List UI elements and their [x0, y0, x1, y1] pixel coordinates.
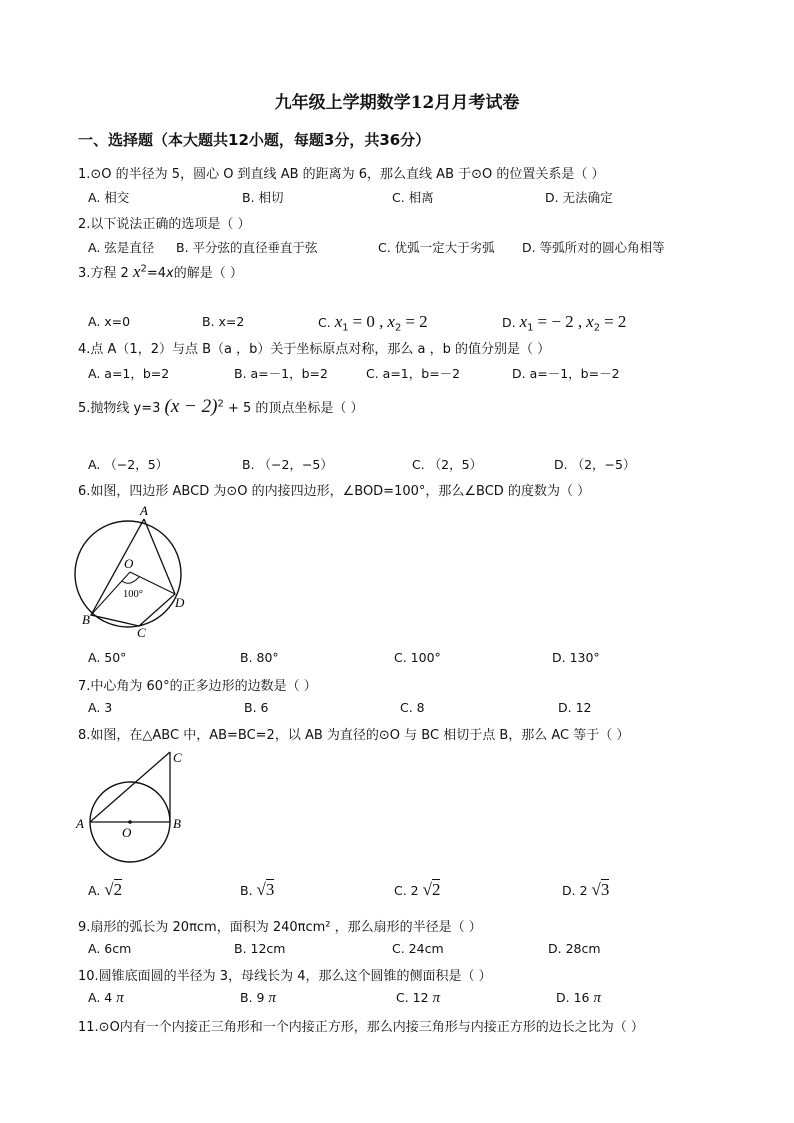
- q2-option-c[interactable]: C. 优弧一定大于劣弧: [378, 240, 495, 255]
- q8-center-dot: [128, 820, 132, 824]
- question-9-stem: 9.扇形的弧长为 20πcm，面积为 240πcm² ，那么扇形的半径是（ ）: [78, 920, 482, 935]
- q3-stem-mid: =4: [146, 266, 167, 281]
- q8-option-a[interactable]: [88, 880, 122, 900]
- q8-option-b[interactable]: [240, 880, 274, 900]
- q2-option-a[interactable]: A. 弦是直径: [88, 240, 155, 255]
- q8-option-d-label: D. 2: [562, 883, 588, 898]
- q5-option-c[interactable]: C. （2，5）: [412, 457, 483, 472]
- q8-option-a-label: A.: [88, 883, 101, 898]
- q4-option-a[interactable]: A. a=1，b=2: [88, 366, 170, 381]
- q10-option-b[interactable]: [240, 990, 276, 1007]
- q7-option-d[interactable]: D. 12: [558, 700, 592, 715]
- q8-segment-ac: [90, 752, 170, 822]
- q3c-eq2: = 2: [405, 312, 428, 331]
- q2-option-d[interactable]: D. 等弧所对的圆心角相等: [522, 240, 665, 255]
- q3d-sub1: 1: [527, 322, 534, 334]
- question-1-stem: 1.⊙O 的半径为 5，圆心 O 到直线 AB 的距离为 6，那么直线 AB 于⊙O 的位置关系是（ ）: [78, 167, 605, 182]
- q4-option-b[interactable]: B. a=－1，b=2: [234, 366, 328, 381]
- q6-label-a: A: [140, 503, 148, 518]
- q3c-eq0: = 0 ,: [352, 312, 384, 331]
- q8c-radical: √2: [422, 880, 441, 899]
- q6-label-c: C: [137, 625, 146, 640]
- q3-x-var: x: [132, 262, 141, 281]
- question-2-stem: 2.以下说法正确的选项是（ ）: [78, 217, 251, 232]
- q3c-x2: x: [387, 312, 395, 331]
- q5-expression: (x − 2): [164, 396, 218, 417]
- q8-option-c-label: C. 2: [394, 883, 419, 898]
- section-heading: 一、选择题（本大题共12小题，每题3分，共36分）: [78, 131, 431, 149]
- question-4-stem: 4.点 A（1，2）与点 B（a ，b）关于坐标原点对称，那么 a ，b 的值分别是（ ）: [78, 342, 551, 357]
- q4-option-d[interactable]: D. a=－1，b=－2: [512, 366, 620, 381]
- q10-option-d-label: D. 16: [556, 990, 590, 1005]
- q7-option-b[interactable]: B. 6: [244, 700, 269, 715]
- q10-option-c-label: C. 12: [396, 990, 429, 1005]
- q8d-radicand: 3: [600, 880, 610, 899]
- question-6-stem: 6.如图，四边形 ABCD 为⊙O 的内接四边形，∠BOD=100°，那么∠BCD 的度数为（ ）: [78, 484, 591, 499]
- q10b-pi: π: [268, 990, 276, 1006]
- q5-option-b[interactable]: B. （−2，−5）: [242, 457, 333, 472]
- q1-option-b[interactable]: B. 相切: [242, 190, 284, 205]
- q4-option-c[interactable]: C. a=1，b=－2: [366, 366, 461, 381]
- q6-label-b: B: [82, 612, 90, 627]
- question-5-stem: [78, 396, 364, 418]
- q8b-radical: √3: [256, 880, 275, 899]
- q3-option-d-label: D.: [502, 315, 516, 330]
- q3-x-rhs: x: [166, 266, 174, 281]
- q5-option-d[interactable]: D. （2，−5）: [554, 457, 636, 472]
- q8-figure: [72, 748, 192, 866]
- q8-option-c[interactable]: [394, 880, 440, 900]
- q3c-sub2: 2: [394, 322, 402, 334]
- q3-option-d[interactable]: [502, 312, 626, 334]
- q6-option-b[interactable]: B. 80°: [240, 650, 279, 665]
- q3-option-c[interactable]: [318, 312, 428, 334]
- q8-option-b-label: B.: [240, 883, 253, 898]
- question-8-stem: 8.如图，在△ABC 中，AB=BC=2，以 AB 为直径的⊙O 与 BC 相切于点 B，那么 AC 等于（ ）: [78, 728, 630, 743]
- q3-stem-suffix: 的解是（ ）: [173, 266, 243, 281]
- q3d-x2: x: [586, 312, 594, 331]
- q9-option-c[interactable]: C. 24cm: [392, 941, 444, 956]
- q10c-pi: π: [432, 990, 441, 1006]
- q6-label-o: O: [124, 556, 134, 571]
- q5-stem-prefix: 5.抛物线 y=3: [78, 401, 161, 416]
- q8b-radicand: 3: [265, 880, 275, 899]
- q8-option-d[interactable]: [562, 880, 609, 900]
- q10-option-b-label: B. 9: [240, 990, 265, 1005]
- q8-label-b: B: [173, 816, 181, 831]
- q10-option-a[interactable]: [88, 990, 124, 1007]
- q3d-x1: x: [519, 312, 528, 331]
- q5-exponent: 2: [217, 398, 224, 410]
- q7-option-a[interactable]: A. 3: [88, 700, 113, 715]
- q10-option-d[interactable]: [556, 990, 601, 1007]
- page-title: 九年级上学期数学12月月考试卷: [274, 93, 520, 113]
- question-3-stem: [78, 262, 243, 282]
- q9-option-d[interactable]: D. 28cm: [548, 941, 601, 956]
- q8a-radical: √2: [104, 880, 123, 899]
- q3c-sub1: 1: [342, 322, 349, 334]
- q8-label-a: A: [76, 816, 84, 831]
- question-7-stem: 7.中心角为 60°的正多边形的边数是（ ）: [78, 679, 317, 694]
- q3d-sub2: 2: [593, 322, 601, 334]
- q6-figure-circle: [70, 502, 200, 642]
- q1-option-c[interactable]: C. 相离: [392, 190, 434, 205]
- q8-label-o: O: [122, 825, 132, 840]
- q8d-radical: √3: [591, 880, 610, 899]
- q3-exponent: 2: [140, 263, 147, 275]
- q5-option-a[interactable]: A. （−2，5）: [88, 457, 169, 472]
- q10d-pi: π: [593, 990, 601, 1006]
- q3-option-a[interactable]: A. x=0: [88, 314, 131, 329]
- q3c-x1: x: [334, 312, 343, 331]
- q7-option-c[interactable]: C. 8: [400, 700, 425, 715]
- q6-quadrilateral: [91, 519, 175, 626]
- q3-option-b[interactable]: B. x=2: [202, 314, 245, 329]
- q10-option-a-label: A. 4: [88, 990, 113, 1005]
- q6-option-c[interactable]: C. 100°: [394, 650, 441, 665]
- q1-option-a[interactable]: A. 相交: [88, 190, 130, 205]
- q6-label-d: D: [175, 595, 185, 610]
- q3d-eqm2: = − 2 ,: [537, 312, 583, 331]
- q8a-radicand: 2: [113, 880, 123, 899]
- q2-option-b[interactable]: B. 平分弦的直径垂直于弦: [176, 240, 318, 255]
- q9-option-a[interactable]: A. 6cm: [88, 941, 132, 956]
- q6-option-d[interactable]: D. 130°: [552, 650, 600, 665]
- q3d-eq2: = 2: [604, 312, 627, 331]
- q9-option-b[interactable]: B. 12cm: [234, 941, 286, 956]
- q3-option-c-label: C.: [318, 315, 331, 330]
- q10-option-c[interactable]: [396, 990, 440, 1007]
- q1-option-d[interactable]: D. 无法确定: [545, 190, 613, 205]
- q5-stem-suffix: + 5 的顶点坐标是（ ）: [227, 401, 364, 416]
- q8c-radicand: 2: [431, 880, 441, 899]
- q6-option-a[interactable]: A. 50°: [88, 650, 127, 665]
- question-11-stem: 11.⊙O内有一个内接正三角形和一个内接正方形，那么内接三角形与内接正方形的边长之比为（ ）: [78, 1020, 644, 1035]
- q6-label-angle: 100°: [123, 589, 143, 600]
- question-10-stem: 10.圆锥底面圆的半径为 3，母线长为 4，那么这个圆锥的侧面积是（ ）: [78, 969, 492, 984]
- q10a-pi: π: [116, 990, 124, 1006]
- q3-stem-prefix: 3.方程 2: [78, 266, 129, 281]
- q8-label-c: C: [173, 750, 182, 765]
